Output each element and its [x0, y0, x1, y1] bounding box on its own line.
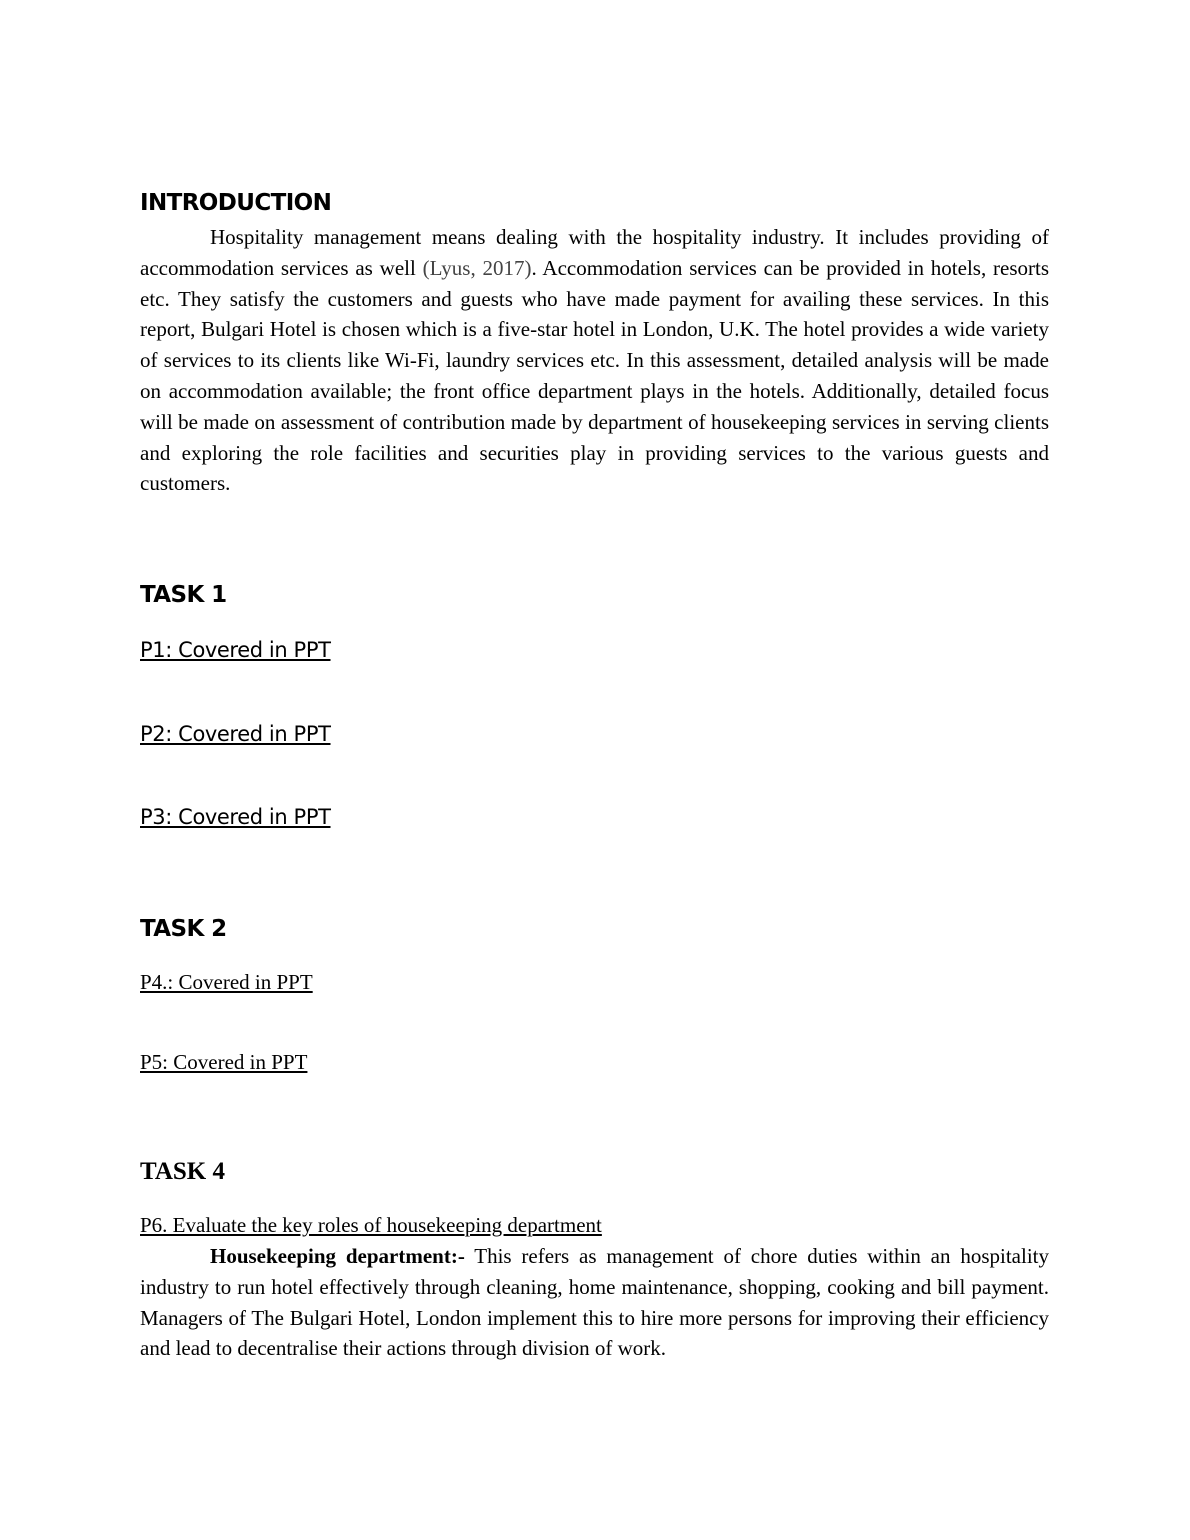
task2-item-p5: P5: Covered in PPT [140, 1050, 308, 1074]
task2-heading: TASK 2 [140, 916, 227, 942]
task4-heading: TASK 4 [140, 1158, 225, 1185]
introduction-paragraph [140, 222, 1049, 499]
citation: (Lyus, 2017) [422, 255, 532, 280]
introduction-text-2: . Accommodation services can be provided in hotels, resorts etc. They satisfy the customers and guests who have made payment for availing these services. In this report, Bulgari Hotel is chosen which is a five-star hotel in London, U.K. The hotel provides a wide variety of services to its clients like Wi-Fi, laundry services etc. In this assessment, detailed analysis will be made on accommodation available; the front office department plays in the hotels. Additionally, detailed focus will be made on assessment of contribution made by department of housekeeping services in serving clients and exploring the role facilities and securities play in providing services to the various guests and customers. [140, 255, 1050, 496]
introduction-heading: INTRODUCTION [140, 190, 332, 216]
document-page [140, 0, 1049, 1540]
task4-subheading: P6. Evaluate the key roles of housekeeping department [140, 1213, 602, 1237]
housekeeping-paragraph [140, 1241, 1049, 1364]
housekeeping-lead: Housekeeping department:- [210, 1244, 465, 1268]
task1-heading: TASK 1 [140, 582, 227, 608]
task1-item-p3: P3: Covered in PPT [140, 805, 331, 829]
task1-item-p1: P1: Covered in PPT [140, 638, 331, 662]
introduction-text-1: Hospitality management means dealing with the hospitality industry. It includes providing of accommodation services as well [140, 225, 1049, 280]
task2-item-p4: P4.: Covered in PPT [140, 970, 313, 994]
task1-item-p2: P2: Covered in PPT [140, 722, 331, 746]
housekeeping-body: This refers as management of chore duties within an hospitality industry to run hotel effectively through cleaning, home maintenance, shopping, cooking and bill payment. Managers of The Bulgari Hotel, London implement this to hire more persons for improving their efficiency and lead to decentralise their actions through division of work. [140, 1244, 1049, 1361]
